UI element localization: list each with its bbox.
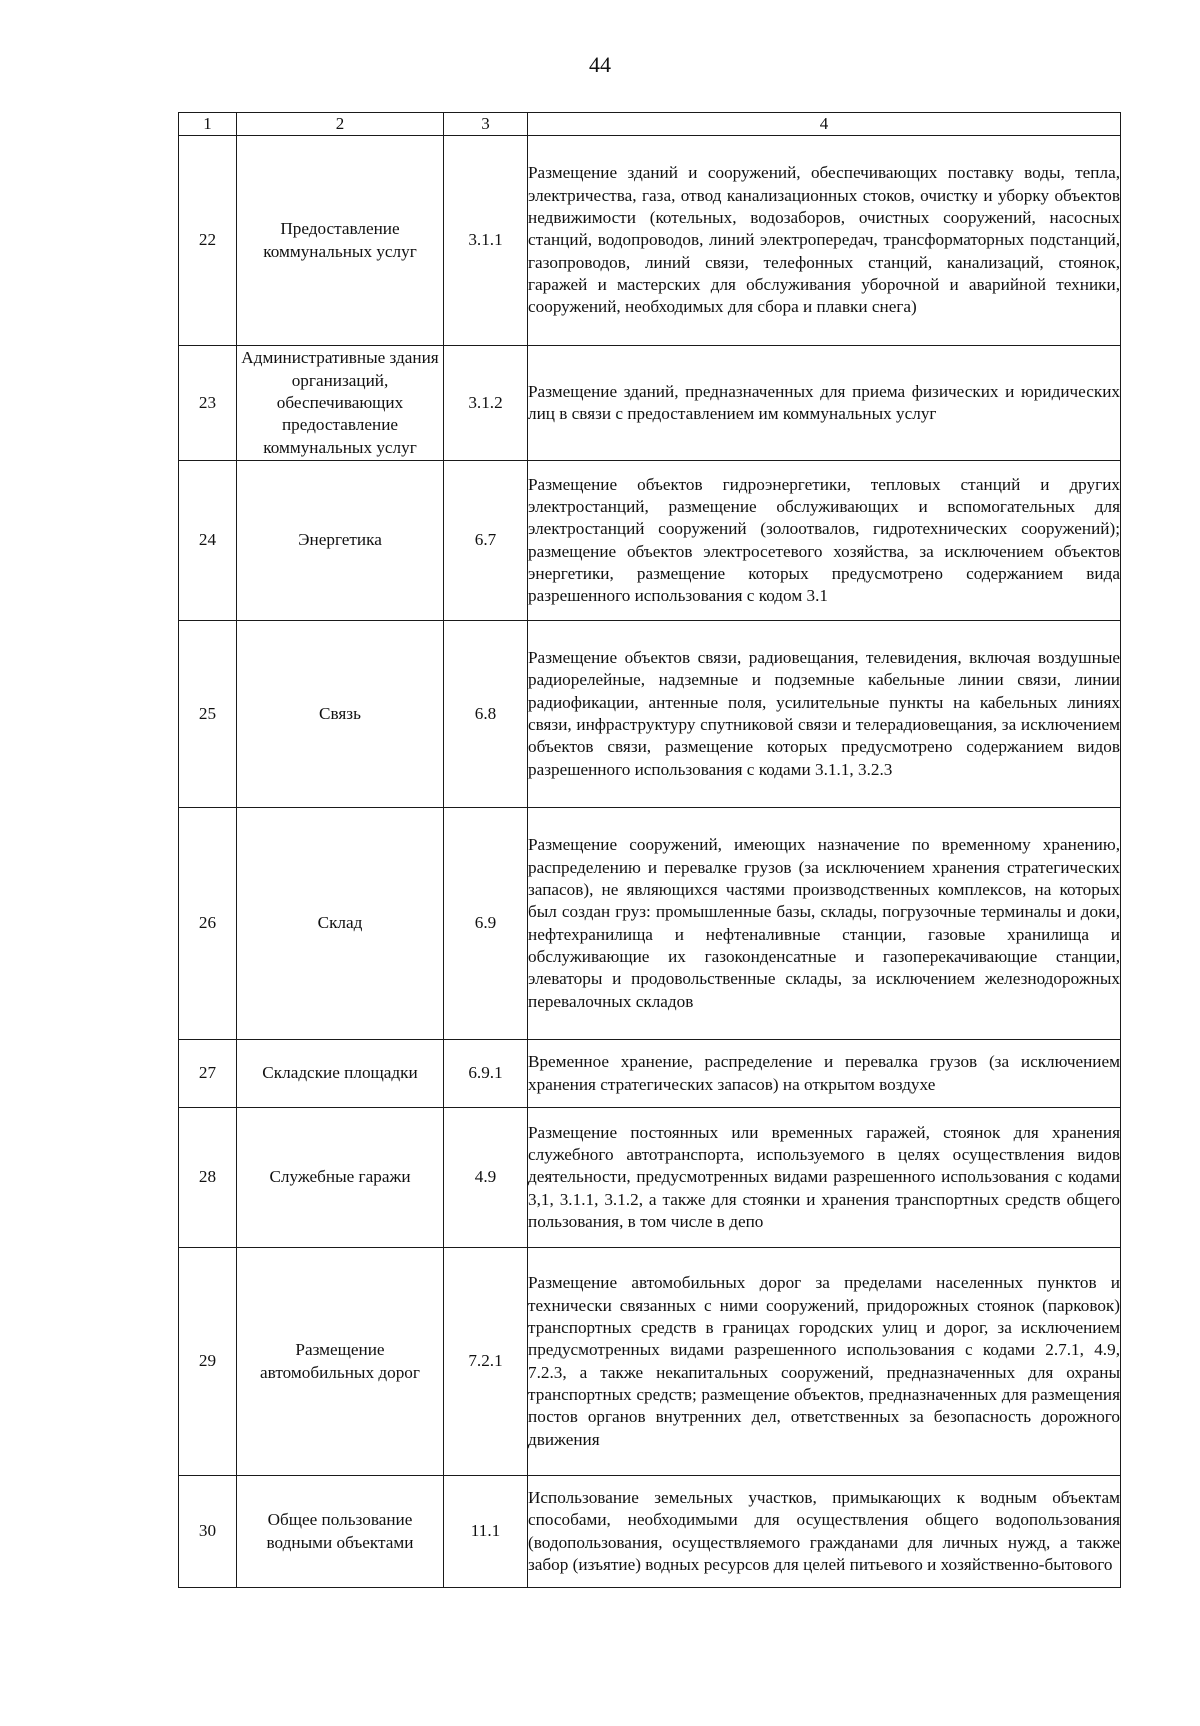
land-use-table [178, 112, 1121, 1588]
table-row [179, 808, 1121, 1040]
column-header-code: 3 [444, 113, 528, 136]
use-type-name: Размещение автомобильных дорог [237, 1248, 444, 1476]
table-row [179, 1476, 1121, 1588]
use-type-description: Размещение сооружений, имеющих назначение по временному хранению, распределению и перевалке грузов (за исключением хранения стратегических запасов), не являющихся частями производственных комплексов, на которых был создан груз: промышленные базы, склады, погрузочные терминалы и доки, нефтехранилища и нефтеналивные станции, газовые хранилища и обслуживающие их газоконденсатные и газоперекачивающие станции, элеваторы и продовольственные склады, за исключением железнодорожных перевалочных складов [528, 808, 1121, 1040]
row-number: 23 [179, 346, 237, 461]
use-type-description: Размещение зданий и сооружений, обеспечивающих поставку воды, тепла, электричества, газа, отвод канализационных стоков, очистку и уборку объектов недвижимости (котельных, водозаборов, очистных сооружений, насосных станций, водопроводов, линий электропередач, трансформаторных подстанций, газопроводов, линий связи, телефонных станций, канализаций, стоянок, гаражей и мастерских для обслуживания уборочной и аварийной техники, сооружений, необходимых для сбора и плавки снега) [528, 136, 1121, 346]
use-type-description: Временное хранение, распределение и перевалка грузов (за исключением хранения стратегических запасов) на открытом воздухе [528, 1040, 1121, 1108]
table-row [179, 1108, 1121, 1248]
row-number: 30 [179, 1476, 237, 1588]
use-type-description: Размещение постоянных или временных гаражей, стоянок для хранения служебного автотранспорта, используемого в целях осуществления видов деятельности, предусмотренных видами разрешенного использования с кодами 3,1, 3.1.1, 3.1.2, а также для стоянки и хранения транспортных средств общего пользования, в том числе в депо [528, 1108, 1121, 1248]
use-type-code: 6.7 [444, 461, 528, 621]
use-type-code: 6.8 [444, 621, 528, 808]
column-header-name: 2 [237, 113, 444, 136]
column-header-number: 1 [179, 113, 237, 136]
row-number: 28 [179, 1108, 237, 1248]
use-type-name: Склад [237, 808, 444, 1040]
use-type-name: Энергетика [237, 461, 444, 621]
use-type-description: Размещение автомобильных дорог за пределами населенных пунктов и технически связанных с ними сооружений, придорожных стоянок (парковок) транспортных средств в границах городских улиц и дорог, за исключением предусмотренных видами разрешенного использования с кодами 2.7.1, 4.9, 7.2.3, а также некапитальных сооружений, предназначенных для охраны транспортных средств; размещение объектов, предназначенных для размещения постов органов внутренних дел, ответственных за безопасность дорожного движения [528, 1248, 1121, 1476]
table-row [179, 461, 1121, 621]
row-number: 25 [179, 621, 237, 808]
use-type-name: Связь [237, 621, 444, 808]
use-type-code: 3.1.1 [444, 136, 528, 346]
use-type-code: 6.9.1 [444, 1040, 528, 1108]
use-type-name: Складские площадки [237, 1040, 444, 1108]
row-number: 26 [179, 808, 237, 1040]
table-row [179, 1248, 1121, 1476]
use-type-name: Служебные гаражи [237, 1108, 444, 1248]
table-row [179, 136, 1121, 346]
use-type-code: 7.2.1 [444, 1248, 528, 1476]
use-type-description: Использование земельных участков, примыкающих к водным объектам способами, необходимыми для осуществления общего водопользования (водопользования, осуществляемого гражданами для личных нужд, а также забор (изъятие) водных ресурсов для целей питьевого и хозяйственно-бытового [528, 1476, 1121, 1588]
use-type-code: 3.1.2 [444, 346, 528, 461]
use-type-code: 4.9 [444, 1108, 528, 1248]
table-header-row [179, 113, 1121, 136]
use-type-code: 6.9 [444, 808, 528, 1040]
row-number: 24 [179, 461, 237, 621]
page-number: 44 [589, 52, 611, 77]
table-row [179, 1040, 1121, 1108]
use-type-name: Общее пользование водными объектами [237, 1476, 444, 1588]
column-header-description: 4 [528, 113, 1121, 136]
row-number: 27 [179, 1040, 237, 1108]
use-type-description: Размещение объектов связи, радиовещания, телевидения, включая воздушные радиорелейные, надземные и подземные кабельные линии связи, линии радиофикации, антенные поля, усилительные пункты на кабельных линиях связи, инфраструктуру спутниковой связи и телерадиовещания, за исключением объектов связи, размещение которых предусмотрено содержанием видов разрешенного использования с кодами 3.1.1, 3.2.3 [528, 621, 1121, 808]
use-type-code: 11.1 [444, 1476, 528, 1588]
use-type-name: Административные здания организаций, обеспечивающих предоставление коммунальных услуг [237, 346, 444, 461]
use-type-name: Предоставление коммунальных услуг [237, 136, 444, 346]
use-type-description: Размещение объектов гидроэнергетики, тепловых станций и других электростанций, размещение обслуживающих и вспомогательных для электростанций сооружений (золоотвалов, гидротехнических сооружений); размещение объектов электросетевого хозяйства, за исключением объектов энергетики, размещение которых предусмотрено содержанием вида разрешенного использования с кодом 3.1 [528, 461, 1121, 621]
table-row [179, 621, 1121, 808]
table-row [179, 346, 1121, 461]
row-number: 29 [179, 1248, 237, 1476]
row-number: 22 [179, 136, 237, 346]
use-type-description: Размещение зданий, предназначенных для приема физических и юридических лиц в связи с предоставлением им коммунальных услуг [528, 346, 1121, 461]
